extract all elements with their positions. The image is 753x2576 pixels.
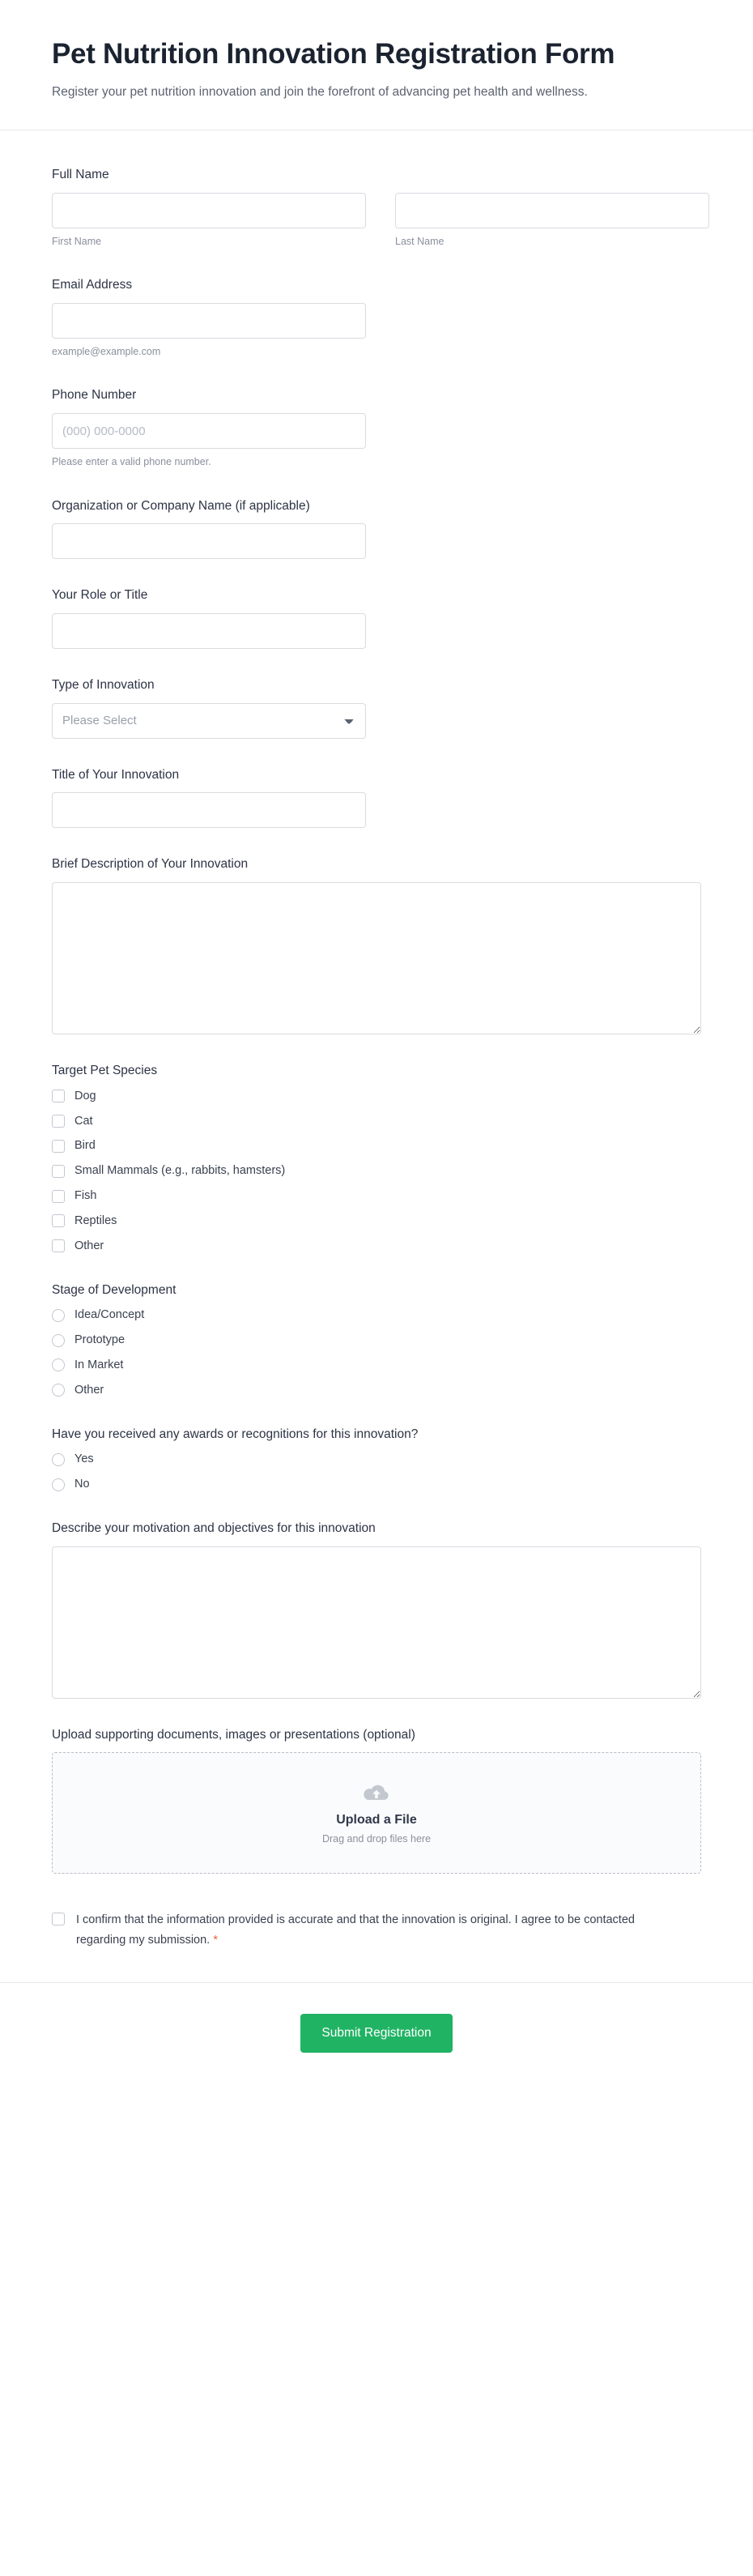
radio-icon[interactable] (52, 1309, 65, 1322)
page-title: Pet Nutrition Innovation Registration Form (52, 38, 615, 70)
role-label: Your Role or Title (52, 588, 148, 603)
radio-option-idea-concept[interactable] (52, 1307, 701, 1323)
field-target-species (52, 1062, 701, 1254)
page-subtitle: Register your pet nutrition innovation and join the forefront of advancing pet health and wellness. (52, 85, 588, 99)
radio-label: Other (74, 1383, 104, 1397)
motivation-textarea[interactable] (52, 1546, 701, 1699)
field-awards (52, 1426, 701, 1492)
radio-option-other[interactable] (52, 1383, 701, 1398)
email-label: Email Address (52, 278, 133, 292)
upload-a-file-label: Upload a File (336, 1812, 417, 1827)
radio-option-no[interactable] (52, 1477, 701, 1492)
awards-label: Have you received any awards or recognitions for this innovation? (52, 1427, 419, 1441)
form-header (0, 0, 753, 130)
innovation-type-label: Type of Innovation (52, 677, 155, 692)
cloud-upload-icon (362, 1782, 391, 1805)
radio-label: Idea/Concept (74, 1308, 145, 1322)
consent-text: I confirm that the information provided is accurate and that the innovation is original. I agree to be contacted regarding my submission. (76, 1913, 635, 1947)
full-name-label: Full Name (52, 168, 109, 182)
consent-text-wrapper (76, 1911, 643, 1950)
consent-row[interactable] (52, 1911, 701, 1950)
submit-registration-button[interactable]: Submit Registration (300, 2014, 452, 2053)
checkbox-option-cat[interactable] (52, 1114, 701, 1129)
checkbox-label: Bird (74, 1139, 96, 1153)
organization-input[interactable] (52, 523, 366, 559)
organization-label: Organization or Company Name (if applicable) (52, 498, 310, 513)
innovation-type-select[interactable] (52, 703, 366, 739)
field-upload (52, 1726, 701, 1874)
radio-icon[interactable] (52, 1478, 65, 1491)
last-name-column (395, 193, 709, 249)
file-upload-dropzone[interactable] (52, 1752, 701, 1874)
checkbox-icon[interactable] (52, 1090, 65, 1102)
checkbox-label: Fish (74, 1189, 97, 1203)
field-innovation-type (52, 676, 701, 739)
checkbox-option-fish[interactable] (52, 1188, 701, 1204)
phone-label: Phone Number (52, 388, 137, 403)
field-organization (52, 497, 701, 560)
upload-label: Upload supporting documents, images or presentations (optional) (52, 1727, 415, 1742)
checkbox-option-dog[interactable] (52, 1089, 701, 1104)
field-full-name (52, 166, 701, 249)
phone-input[interactable] (52, 413, 366, 449)
first-name-column (52, 193, 366, 249)
motivation-label: Describe your motivation and objectives for this innovation (52, 1521, 376, 1536)
checkbox-label: Reptiles (74, 1213, 117, 1227)
phone-sublabel: Please enter a valid phone number. (52, 456, 211, 468)
checkbox-label: Other (74, 1239, 104, 1252)
checkbox-option-small-mammals[interactable] (52, 1163, 701, 1179)
last-name-sublabel: Last Name (395, 235, 445, 247)
upload-hint: Drag and drop files here (321, 1832, 432, 1845)
innovation-title-input[interactable] (52, 792, 366, 828)
consent-checkbox-icon[interactable] (52, 1913, 65, 1926)
checkbox-label: Small Mammals (e.g., rabbits, hamsters) (74, 1164, 286, 1178)
checkbox-label: Dog (74, 1089, 96, 1102)
required-marker: * (213, 1932, 219, 1947)
email-sublabel: example@example.com (52, 345, 161, 357)
checkbox-option-reptiles[interactable] (52, 1213, 701, 1229)
radio-option-prototype[interactable] (52, 1333, 701, 1348)
checkbox-label: Cat (74, 1114, 93, 1128)
field-phone (52, 386, 701, 469)
last-name-input[interactable] (395, 193, 709, 228)
radio-icon[interactable] (52, 1358, 65, 1371)
innovation-title-label: Title of Your Innovation (52, 767, 180, 782)
radio-option-yes[interactable] (52, 1452, 701, 1467)
first-name-input[interactable] (52, 193, 366, 228)
role-input[interactable] (52, 613, 366, 649)
field-innovation-title (52, 766, 701, 829)
description-textarea[interactable] (52, 882, 701, 1034)
radio-option-in-market[interactable] (52, 1358, 701, 1373)
radio-label: No (74, 1478, 90, 1491)
checkbox-icon[interactable] (52, 1165, 65, 1178)
radio-icon[interactable] (52, 1453, 65, 1466)
radio-label: In Market (74, 1358, 124, 1371)
field-role (52, 586, 701, 649)
radio-label: Prototype (74, 1333, 126, 1347)
checkbox-option-bird[interactable] (52, 1138, 701, 1154)
field-stage-of-development (52, 1282, 701, 1398)
awards-radio-group (52, 1452, 701, 1492)
form-body (0, 130, 753, 1950)
stage-radio-group (52, 1307, 701, 1397)
radio-icon[interactable] (52, 1334, 65, 1347)
checkbox-icon[interactable] (52, 1115, 65, 1128)
target-species-checkbox-group (52, 1089, 701, 1254)
stage-label: Stage of Development (52, 1282, 177, 1297)
target-species-label: Target Pet Species (52, 1064, 158, 1078)
form-footer (0, 1982, 753, 2098)
checkbox-icon[interactable] (52, 1140, 65, 1153)
description-label: Brief Description of Your Innovation (52, 857, 249, 872)
checkbox-icon[interactable] (52, 1239, 65, 1252)
field-motivation (52, 1520, 701, 1699)
field-description (52, 855, 701, 1034)
field-email (52, 276, 701, 359)
radio-icon[interactable] (52, 1384, 65, 1397)
full-name-row (52, 193, 701, 249)
checkbox-icon[interactable] (52, 1190, 65, 1203)
first-name-sublabel: First Name (52, 235, 102, 247)
checkbox-option-other[interactable] (52, 1239, 701, 1254)
email-field[interactable] (52, 303, 366, 339)
checkbox-icon[interactable] (52, 1214, 65, 1227)
radio-label: Yes (74, 1452, 94, 1466)
